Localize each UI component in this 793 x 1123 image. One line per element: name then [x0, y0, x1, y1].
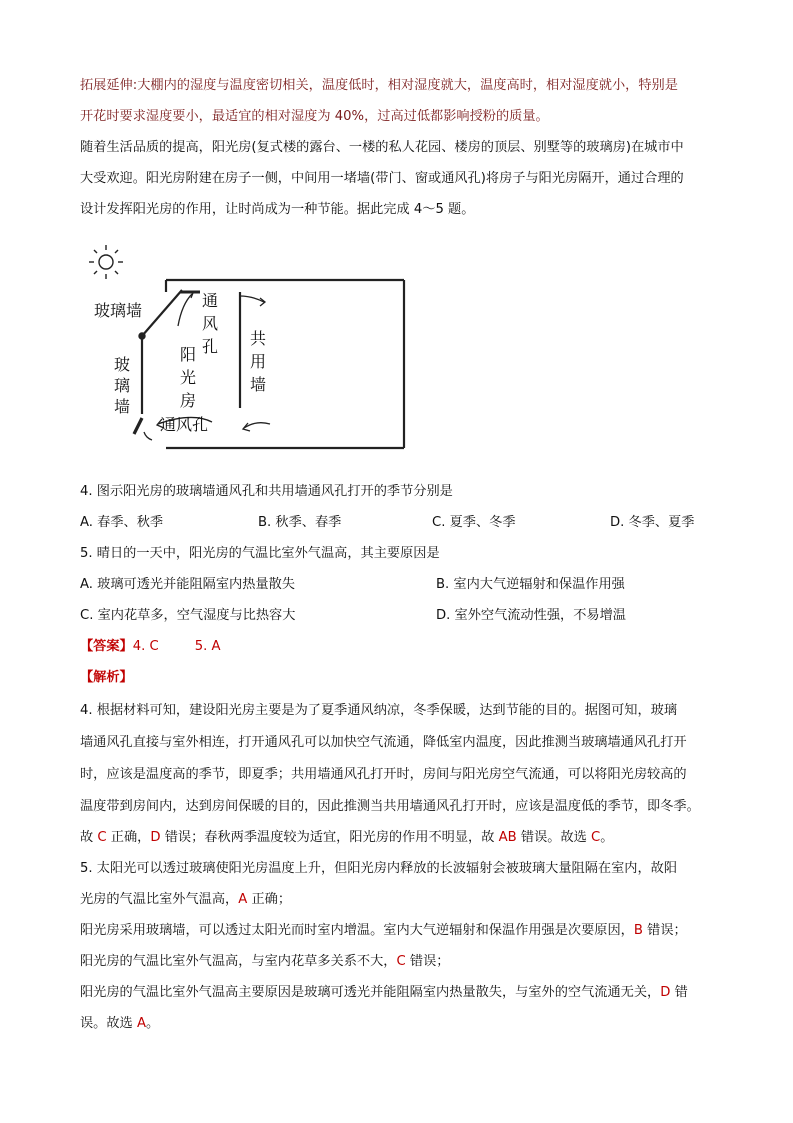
sunroom-label-3: 房 [180, 391, 197, 410]
answer-4: 4. C [132, 639, 159, 654]
sun-icon [89, 245, 123, 279]
extension-paragraph-line1: 拓展延伸:大棚内的湿度与温度密切相关，温度低时，相对湿度就大，温度高时，相对湿度就小，特别是 [80, 78, 678, 93]
vent-top-label-3: 孔 [202, 337, 219, 356]
shared-wall-label-1: 共 [250, 329, 267, 348]
analysis-line1: 4. 根据材料可知，建设阳光房主要是为了夏季通风纳凉，冬季保暖，达到节能的目的。据图可知，玻璃 [80, 703, 678, 718]
analysis-line2: 墙通风孔直接与室外相连，打开通风孔可以加快空气流通，降低室内温度，因此推测当玻璃墙通风孔打开 [80, 735, 687, 750]
analysis-line9: 阳光房的气温比室外气温高，与室内花草多关系不大，C 错误； [80, 954, 450, 969]
sunroom-label-2: 光 [180, 368, 197, 387]
analysis-line5: 故 C 正确，D 错误；春秋两季温度较为适宜，阳光房的作用不明显，故 AB 错误。故选 C。 [80, 830, 614, 845]
material-line3: 设计发挥阳光房的作用，让时尚成为一种节能。据此完成 4～5 题。 [80, 202, 475, 217]
analysis-line11: 误。故选 A。 [80, 1016, 160, 1031]
analysis-line10: 阳光房的气温比室外气温高主要原因是玻璃可透光并能阻隔室内热量散失，与室外的空气流通无关，D 错 [80, 985, 688, 1000]
q5-option-c: C. 室内花草多，空气湿度与比热容大 [80, 608, 296, 623]
glass-wall-left-label-1: 玻 [114, 355, 131, 374]
sunroom-label-1: 阳 [180, 345, 197, 364]
vent-flap-bottom [134, 418, 142, 434]
material-line1: 随着生活品质的提高，阳光房(复式楼的露台、一楼的私人花园、楼房的顶层、别墅等的玻璃房)在城市中 [80, 140, 684, 155]
vent-bottom-label: 通风孔 [160, 415, 209, 434]
answer-row [80, 638, 221, 656]
analysis-line8: 阳光房采用玻璃墙，可以透过太阳光而时室内增温。室内大气逆辐射和保温作用强是次要原因，B 错误； [80, 923, 687, 938]
analysis-line6: 5. 太阳光可以透过玻璃使阳光房温度上升，但阳光房内释放的长波辐射会被玻璃大量阻隔在室内，故阳 [80, 861, 678, 876]
q5-option-d: D. 室外空气流动性强，不易增温 [436, 608, 626, 623]
shared-wall-label-3: 墙 [250, 375, 267, 394]
answer-label: 【答案】 [80, 639, 133, 654]
q4-stem: 4. 图示阳光房的玻璃墙通风孔和共用墙通风孔打开的季节分别是 [80, 484, 453, 499]
extension-label: 拓展延伸: [80, 78, 138, 93]
extension-paragraph-line2: 开花时要求湿度要小，最适宜的相对湿度为 40%，过高过低都影响授粉的质量。 [80, 109, 549, 124]
vent-top-label-1: 通 [202, 291, 219, 310]
q4-option-b: B. 秋季、春季 [258, 515, 342, 530]
analysis-line4: 温度带到房间内，达到房间保暖的目的，因此推测当共用墙通风孔打开时，应该是温度低的季节，即冬季。 [80, 799, 700, 814]
glass-wall [139, 290, 182, 414]
q4-option-d: D. 冬季、夏季 [610, 515, 695, 530]
analysis-line7: 光房的气温比室外气温高，A 正确； [80, 892, 292, 907]
material-line2: 大受欢迎。阳光房附建在房子一侧，中间用一堵墙(带门、窗或通风孔)将房子与阳光房隔开，通过合理的 [80, 171, 684, 186]
answer-5: 5. A [194, 639, 221, 654]
q5-stem: 5. 晴日的一天中，阳光房的气温比室外气温高，其主要原因是 [80, 546, 440, 561]
sunroom-diagram [80, 236, 420, 456]
q4-option-a: A. 春季、秋季 [80, 515, 164, 530]
q5-option-a: A. 玻璃可透光并能阻隔室内热量散失 [80, 577, 295, 592]
q4-option-c: C. 夏季、冬季 [432, 515, 516, 530]
glass-wall-top-label: 玻璃墙 [94, 301, 143, 320]
vent-top-label-2: 风 [202, 314, 219, 333]
shared-wall-label-2: 用 [250, 352, 267, 371]
analysis-line3: 时，应该是温度高的季节，即夏季；共用墙通风孔打开时，房间与阳光房空气流通，可以将阳光房较高的 [80, 767, 687, 782]
glass-wall-left-label-3: 墙 [114, 397, 131, 416]
analysis-label: 【解析】 [80, 670, 133, 685]
q5-option-b: B. 室内大气逆辐射和保温作用强 [436, 577, 625, 592]
glass-wall-left-label-2: 璃 [114, 376, 131, 395]
